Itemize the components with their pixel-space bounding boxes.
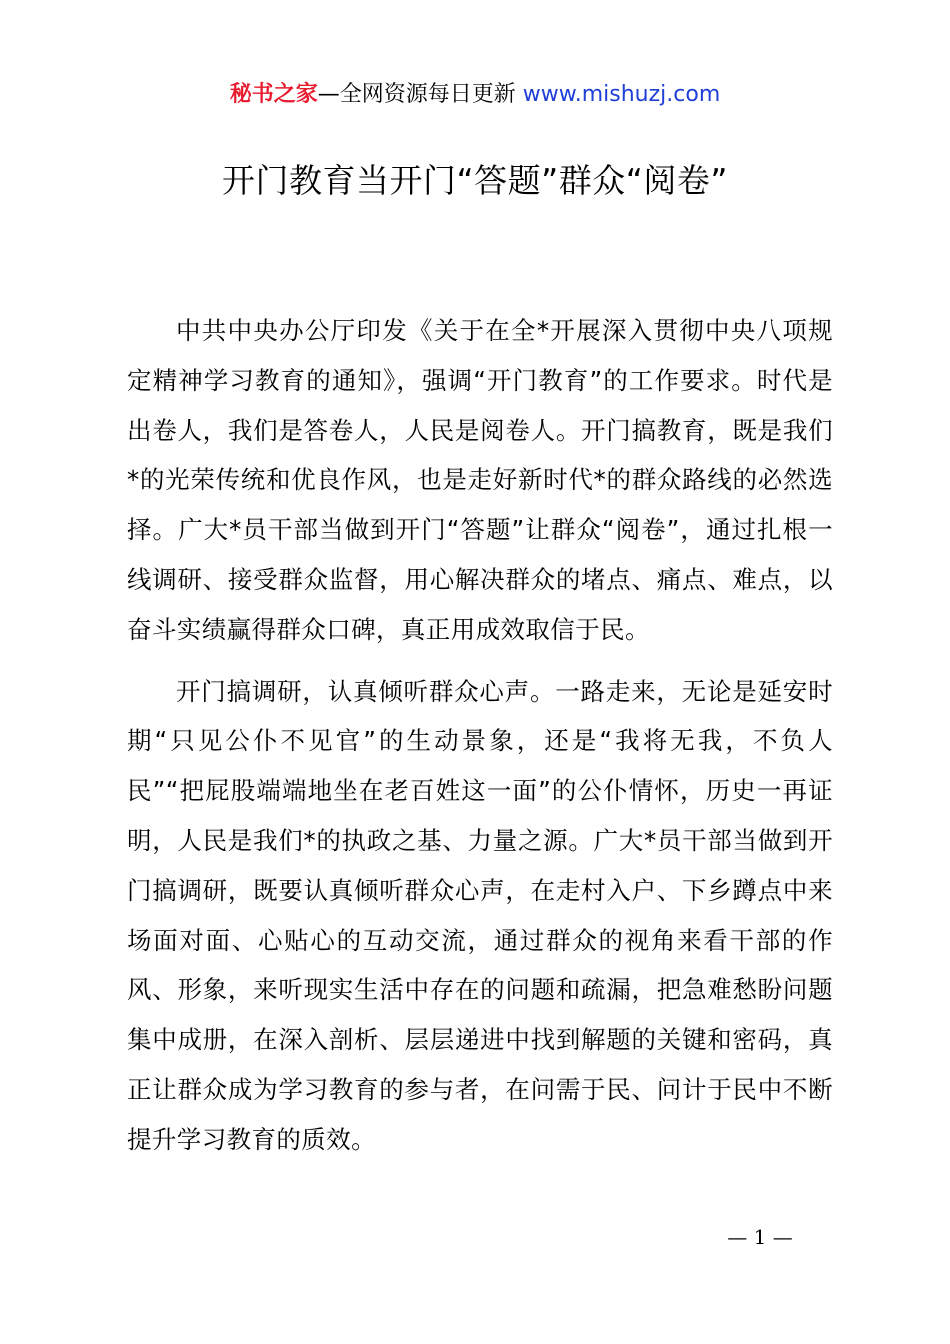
brand-name: 秘书之家 [229,82,318,107]
paragraph-2: 开门搞调研，认真倾听群众心声。一路走来，无论是延安时期“只见公仆不见官”的生动景象，还是“我将无我，不负人民”“把屁股端端地坐在老百姓这一面”的公仆情怀，历史一再证明，人民是我们*的执政之基、力量之源。广大*员干部当做到开门搞调研，既要认真倾听群众心声，在走村入户、下乡蹲点中来场面对面、心贴心的互动交流，通过群众的视角来看干部的作风、形象，来听现实生活中存在的问题和疏漏，把急难愁盼问题集中成册，在深入剖析、层层递进中找到解题的关键和密码，真正让群众成为学习教育的参与者，在问需于民、问计于民中不断提升学习教育的质效。 [127,676,833,1154]
document-body [127,306,833,1177]
site-url-link[interactable]: www.mishuzj.com [522,82,721,107]
site-header [0,78,950,112]
header-slogan: —全网资源每日更新 [317,82,516,107]
paragraph-1: 中共中央办公厅印发《关于在全*开展深入贯彻中央八项规定精神学习教育的通知》，强调“开门教育”的工作要求。时代是出卷人，我们是答卷人，人民是阅卷人。开门搞教育，既是我们*的光荣传统和优良作风，也是走好新时代*的群众路线的必然选择。广大*员干部当做到开门“答题”让群众“阅卷”，通过扎根一线调研、接受群众监督，用心解决群众的堵点、痛点、难点，以奋斗实绩赢得群众口碑，真正用成效取信于民。 [127,316,833,644]
page-number: — 1 — [727,1225,793,1249]
document-title: 开门教育当开门“答题”群众“阅卷” [222,161,728,200]
